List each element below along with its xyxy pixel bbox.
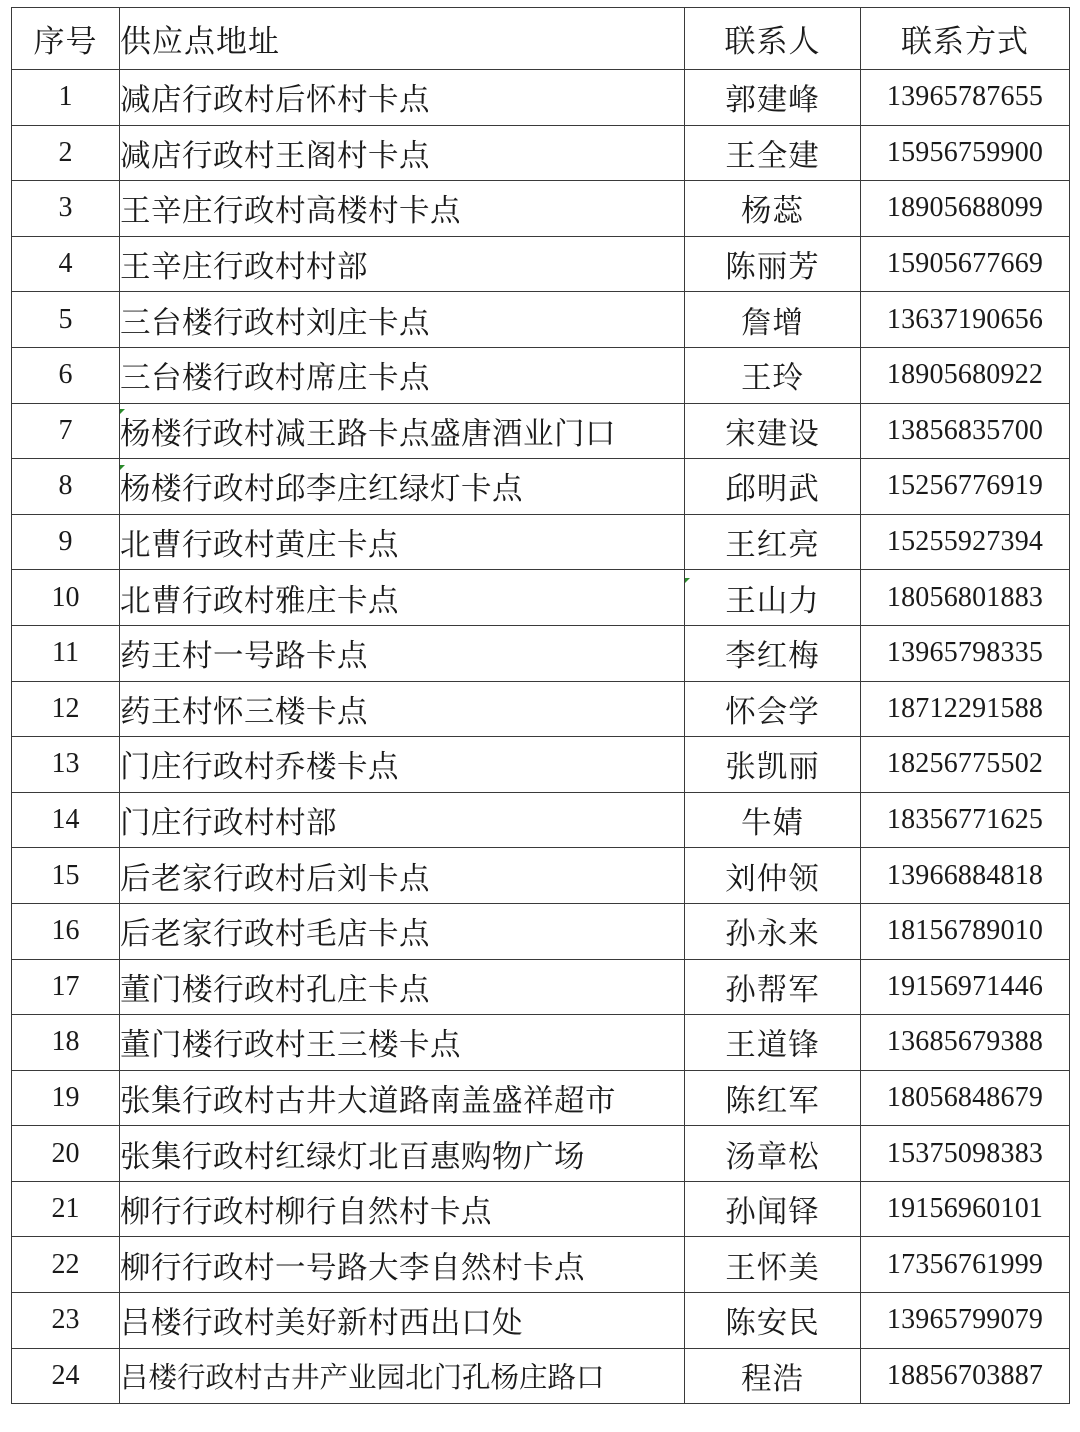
table-row — [12, 514, 1070, 570]
row-number: 21 — [12, 1181, 120, 1237]
contact-person: 邱明武 — [685, 459, 861, 515]
phone-number: 13685679388 — [861, 1015, 1070, 1071]
contact-person: 王道锋 — [685, 1015, 861, 1071]
contact-person: 陈红军 — [685, 1070, 861, 1126]
row-number: 2 — [12, 125, 120, 181]
row-number: 18 — [12, 1015, 120, 1071]
contact-person: 王全建 — [685, 125, 861, 181]
phone-number: 13856835700 — [861, 403, 1070, 459]
header-phone: 联系方式 — [861, 8, 1070, 70]
row-number: 20 — [12, 1126, 120, 1182]
supply-address: 药王村一号路卡点 — [120, 625, 685, 681]
row-number: 6 — [12, 347, 120, 403]
table-row — [12, 1070, 1070, 1126]
supply-address: 董门楼行政村王三楼卡点 — [120, 1015, 685, 1071]
table-row — [12, 1181, 1070, 1237]
supply-address: 减店行政村后怀村卡点 — [120, 70, 685, 126]
supply-point-table — [11, 7, 1070, 1404]
row-number: 7 — [12, 403, 120, 459]
supply-address: 后老家行政村后刘卡点 — [120, 848, 685, 904]
contact-person: 陈丽芳 — [685, 236, 861, 292]
table-row — [12, 459, 1070, 515]
table-row — [12, 292, 1070, 348]
row-number: 23 — [12, 1293, 120, 1349]
supply-address: 药王村怀三楼卡点 — [120, 681, 685, 737]
table-row — [12, 236, 1070, 292]
phone-number: 15256776919 — [861, 459, 1070, 515]
phone-number: 18156789010 — [861, 903, 1070, 959]
supply-address: 减店行政村王阁村卡点 — [120, 125, 685, 181]
contact-person: 孙帮军 — [685, 959, 861, 1015]
row-number: 14 — [12, 792, 120, 848]
table-row — [12, 959, 1070, 1015]
row-number: 10 — [12, 570, 120, 626]
supply-address: 北曹行政村黄庄卡点 — [120, 514, 685, 570]
table-body — [12, 70, 1070, 1404]
row-number: 19 — [12, 1070, 120, 1126]
supply-address: 张集行政村古井大道路南盖盛祥超市 — [120, 1070, 685, 1126]
table-row — [12, 403, 1070, 459]
contact-person: 怀会学 — [685, 681, 861, 737]
table-row — [12, 737, 1070, 793]
contact-person: 詹增 — [685, 292, 861, 348]
contact-person: 杨蕊 — [685, 181, 861, 237]
cell-marker-icon — [685, 578, 690, 583]
phone-number: 15956759900 — [861, 125, 1070, 181]
supply-address: 吕楼行政村美好新村西出口处 — [120, 1293, 685, 1349]
phone-number: 18712291588 — [861, 681, 1070, 737]
table-row — [12, 181, 1070, 237]
contact-person: 牛婧 — [685, 792, 861, 848]
supply-address: 王辛庄行政村高楼村卡点 — [120, 181, 685, 237]
supply-address: 柳行行政村一号路大李自然村卡点 — [120, 1237, 685, 1293]
contact-person: 孙闻铎 — [685, 1181, 861, 1237]
supply-address: 三台楼行政村刘庄卡点 — [120, 292, 685, 348]
row-number: 13 — [12, 737, 120, 793]
phone-number: 13965799079 — [861, 1293, 1070, 1349]
supply-address: 门庄行政村村部 — [120, 792, 685, 848]
phone-number: 19156960101 — [861, 1181, 1070, 1237]
row-number: 15 — [12, 848, 120, 904]
header-no: 序号 — [12, 8, 120, 70]
table-row — [12, 125, 1070, 181]
supply-address: 董门楼行政村孔庄卡点 — [120, 959, 685, 1015]
supply-address: 杨楼行政村减王路卡点盛唐酒业门口 — [120, 403, 685, 459]
phone-number: 18256775502 — [861, 737, 1070, 793]
row-number: 17 — [12, 959, 120, 1015]
phone-number: 19156971446 — [861, 959, 1070, 1015]
contact-person: 刘仲领 — [685, 848, 861, 904]
table-row — [12, 848, 1070, 904]
supply-address: 门庄行政村乔楼卡点 — [120, 737, 685, 793]
row-number: 1 — [12, 70, 120, 126]
table-row — [12, 70, 1070, 126]
contact-person: 郭建峰 — [685, 70, 861, 126]
table-row — [12, 625, 1070, 681]
phone-number: 18905688099 — [861, 181, 1070, 237]
cell-marker-icon — [120, 409, 125, 414]
row-number: 11 — [12, 625, 120, 681]
contact-person: 陈安民 — [685, 1293, 861, 1349]
table-row — [12, 903, 1070, 959]
contact-person: 王怀美 — [685, 1237, 861, 1293]
supply-address: 王辛庄行政村村部 — [120, 236, 685, 292]
supply-address: 吕楼行政村古井产业园北门孔杨庄路口 — [120, 1348, 685, 1404]
row-number: 22 — [12, 1237, 120, 1293]
phone-number: 13637190656 — [861, 292, 1070, 348]
phone-number: 18356771625 — [861, 792, 1070, 848]
supply-address: 杨楼行政村邱李庄红绿灯卡点 — [120, 459, 685, 515]
phone-number: 18856703887 — [861, 1348, 1070, 1404]
contact-person: 宋建设 — [685, 403, 861, 459]
table-row — [12, 1293, 1070, 1349]
table-row — [12, 792, 1070, 848]
phone-number: 15375098383 — [861, 1126, 1070, 1182]
contact-person: 李红梅 — [685, 625, 861, 681]
row-number: 24 — [12, 1348, 120, 1404]
phone-number: 17356761999 — [861, 1237, 1070, 1293]
contact-person: 王红亮 — [685, 514, 861, 570]
row-number: 5 — [12, 292, 120, 348]
row-number: 8 — [12, 459, 120, 515]
phone-number: 15255927394 — [861, 514, 1070, 570]
phone-number: 13965787655 — [861, 70, 1070, 126]
table-row — [12, 1126, 1070, 1182]
header-address: 供应点地址 — [120, 8, 685, 70]
table-row — [12, 347, 1070, 403]
table-row — [12, 1015, 1070, 1071]
row-number: 9 — [12, 514, 120, 570]
contact-person: 孙永来 — [685, 903, 861, 959]
phone-number: 15905677669 — [861, 236, 1070, 292]
table-row — [12, 681, 1070, 737]
phone-number: 18056848679 — [861, 1070, 1070, 1126]
cell-marker-icon — [120, 465, 125, 470]
supply-address: 后老家行政村毛店卡点 — [120, 903, 685, 959]
table-row — [12, 570, 1070, 626]
row-number: 12 — [12, 681, 120, 737]
row-number: 3 — [12, 181, 120, 237]
header-row — [12, 8, 1070, 70]
contact-person: 王山力 — [685, 570, 861, 626]
supply-address: 北曹行政村雅庄卡点 — [120, 570, 685, 626]
phone-number: 13966884818 — [861, 848, 1070, 904]
contact-person: 汤章松 — [685, 1126, 861, 1182]
contact-person: 张凯丽 — [685, 737, 861, 793]
phone-number: 13965798335 — [861, 625, 1070, 681]
contact-person: 程浩 — [685, 1348, 861, 1404]
contact-person: 王玲 — [685, 347, 861, 403]
header-contact: 联系人 — [685, 8, 861, 70]
supply-address: 三台楼行政村席庄卡点 — [120, 347, 685, 403]
supply-address: 柳行行政村柳行自然村卡点 — [120, 1181, 685, 1237]
row-number: 16 — [12, 903, 120, 959]
table-row — [12, 1348, 1070, 1404]
table-row — [12, 1237, 1070, 1293]
supply-address: 张集行政村红绿灯北百惠购物广场 — [120, 1126, 685, 1182]
phone-number: 18056801883 — [861, 570, 1070, 626]
phone-number: 18905680922 — [861, 347, 1070, 403]
row-number: 4 — [12, 236, 120, 292]
